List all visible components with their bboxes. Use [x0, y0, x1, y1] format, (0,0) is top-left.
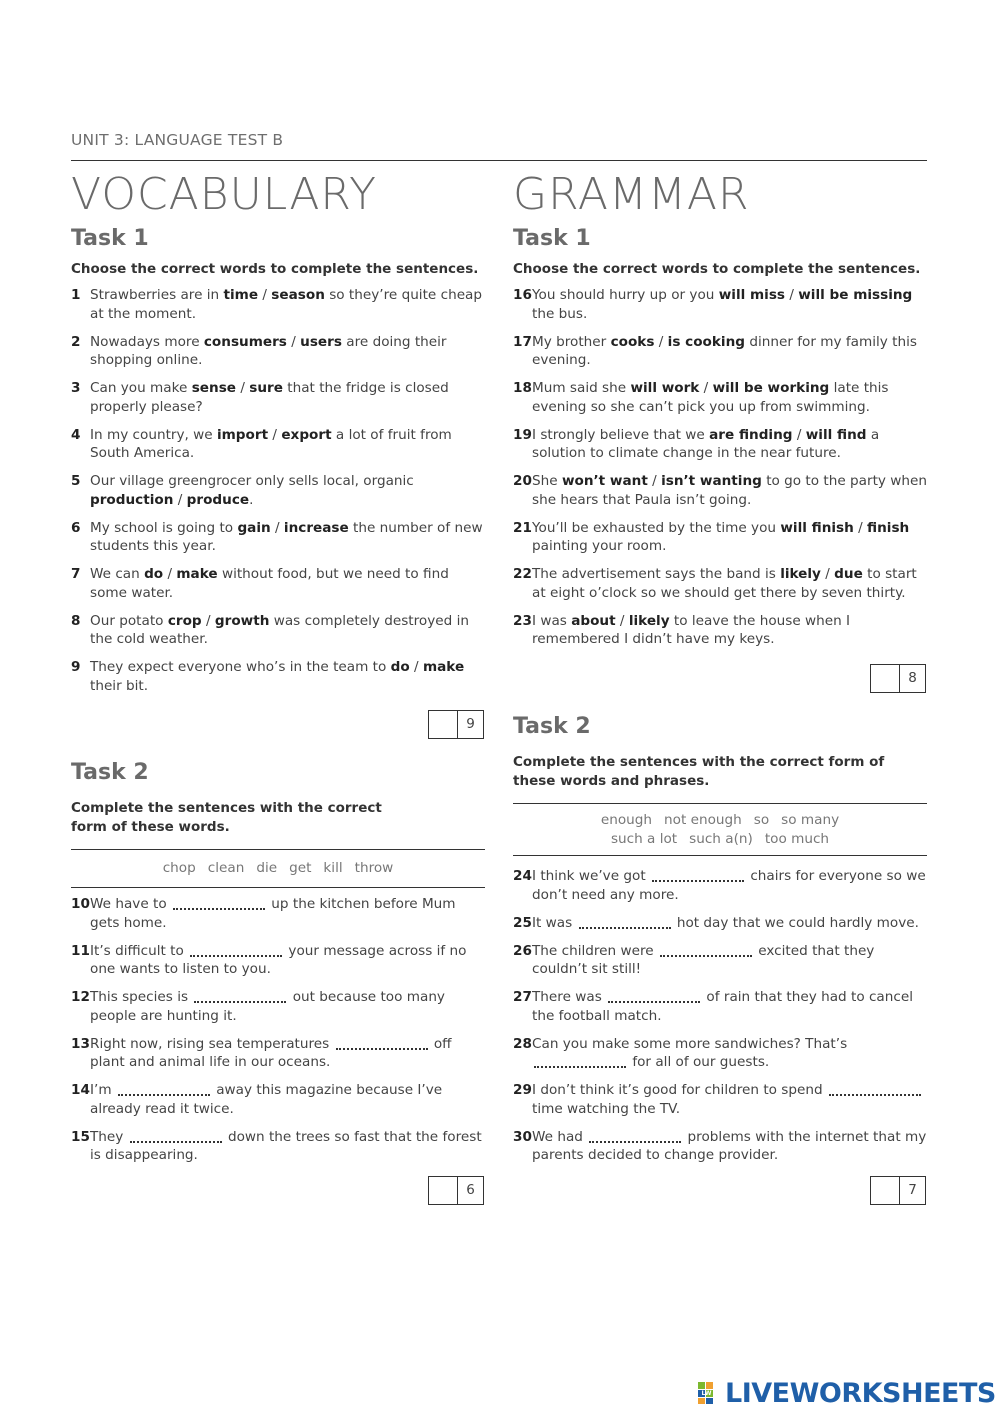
sentence-text: In my country, we: [90, 426, 217, 443]
sentence-text: /: [163, 566, 177, 582]
sentence-text: /: [286, 333, 301, 350]
vocab-task2-list: [71, 895, 485, 1165]
word-row: [513, 830, 927, 849]
vocab-task2-title: Task 2: [71, 760, 149, 785]
section-heading-grammar: GRAMMAR: [513, 169, 750, 220]
sentence-text: I strongly believe that we: [532, 426, 710, 443]
sentence-text: without food, but we need to find some water.: [90, 566, 449, 601]
question-item: [513, 286, 927, 323]
sentence-text: to go to the party when she hears that Paula isn’t going.: [532, 473, 927, 508]
word-option: chop: [162, 860, 196, 876]
word-option: get: [289, 860, 312, 876]
word-option: such a(n): [689, 831, 753, 847]
sentence-text: the number of new students this year.: [90, 519, 483, 554]
answer-option[interactable]: likely: [780, 566, 821, 582]
answer-option[interactable]: due: [834, 566, 863, 582]
sentence-text: /: [236, 380, 250, 396]
question-number: 2: [71, 333, 81, 350]
sentence-text: out because too many people are hunting it.: [90, 989, 445, 1024]
answer-blank[interactable]: [534, 1053, 626, 1068]
question-item: [513, 1081, 927, 1118]
answer-option[interactable]: crop: [167, 612, 202, 629]
score-entry-cell[interactable]: [871, 1177, 900, 1204]
answer-option[interactable]: is cooking: [667, 333, 745, 350]
sentence-text: Nowadays more: [90, 333, 204, 350]
sentence-text: a lot of fruit from South America.: [90, 426, 452, 461]
score-total: 9: [466, 716, 475, 732]
grammar-task1-list: [513, 286, 927, 649]
question-number: 16: [513, 287, 532, 303]
sentence-text: /: [699, 380, 713, 396]
answer-blank[interactable]: [194, 988, 286, 1003]
sentence-text: You should hurry up or you: [532, 287, 719, 303]
vocab-task1-instruction: Choose the correct words to complete the sentences.: [71, 261, 479, 277]
word-option: throw: [354, 860, 394, 876]
question-number: 14: [71, 1082, 90, 1098]
answer-option[interactable]: isn’t wanting: [661, 473, 762, 489]
sentence-text: /: [785, 287, 799, 303]
sentence-text: your message across if no one wants to listen to you.: [90, 942, 467, 977]
section-heading-vocabulary: VOCABULARY: [71, 169, 378, 220]
answer-option[interactable]: cooks: [610, 333, 655, 350]
word-option: kill: [323, 860, 343, 876]
question-number: 17: [513, 333, 532, 350]
question-number: 30: [513, 1128, 532, 1145]
sentence-text: away this magazine because I’ve already read it twice.: [90, 1082, 443, 1117]
question-item: [71, 1081, 485, 1118]
answer-option[interactable]: finish: [867, 519, 910, 536]
sentence-text: Strawberries are in: [90, 287, 224, 303]
question-number: 19: [513, 426, 532, 443]
grammar-column: [513, 168, 927, 1163]
sentence-text: late this evening so she can’t pick you up from swimming.: [532, 380, 889, 415]
question-number: 24: [513, 868, 532, 884]
word-option: such a lot: [610, 831, 678, 847]
sentence-text: I think we’ve got: [532, 868, 650, 884]
sentence-text: dinner for my family this evening.: [532, 333, 917, 368]
sentence-text: a solution to climate change in the near future.: [532, 426, 880, 461]
answer-option[interactable]: sure: [249, 380, 283, 396]
grammar-word-box: [513, 803, 927, 856]
sentence-text: /: [647, 473, 662, 489]
word-row: [513, 811, 927, 830]
question-item: [71, 565, 485, 602]
sentence-text: /: [258, 287, 272, 303]
sentence-text: The children were: [532, 942, 658, 959]
word-option: too much: [764, 831, 830, 847]
question-item: [71, 1035, 485, 1072]
vocabulary-column: [71, 168, 485, 1163]
question-item: [71, 1128, 485, 1165]
answer-option[interactable]: produce: [186, 491, 250, 508]
grammar-task2-title: Task 2: [513, 714, 591, 739]
question-item: [513, 472, 927, 509]
answer-option[interactable]: production: [90, 491, 174, 508]
grammar-task2-score-box: [870, 1176, 926, 1205]
question-number: 10: [71, 896, 90, 912]
question-number: 8: [71, 612, 81, 629]
sentence-text: The advertisement says the band is: [532, 566, 781, 582]
question-item: [71, 472, 485, 509]
liveworksheets-logo[interactable]: [697, 1378, 996, 1408]
answer-option[interactable]: will work: [630, 380, 700, 396]
score-entry-cell[interactable]: [429, 1177, 458, 1204]
sentence-text: /: [853, 519, 868, 536]
answer-option[interactable]: time: [223, 287, 259, 303]
answer-blank[interactable]: [130, 1128, 222, 1143]
sentence-text: We have to: [90, 896, 171, 912]
question-item: [71, 988, 485, 1025]
answer-option[interactable]: sense: [191, 380, 237, 396]
word-option: clean: [207, 860, 245, 876]
question-number: 5: [71, 473, 81, 489]
answer-option[interactable]: won’t want: [561, 473, 648, 489]
question-item: [71, 658, 485, 695]
word-option: enough: [600, 812, 653, 828]
grammar-task1-instruction: Choose the correct words to complete the sentences.: [513, 261, 921, 277]
answer-option[interactable]: likely: [628, 612, 670, 629]
question-item: [71, 895, 485, 932]
question-item: [513, 1128, 927, 1165]
question-number: 29: [513, 1082, 532, 1098]
question-number: 27: [513, 989, 532, 1005]
sentence-text: /: [270, 519, 284, 536]
question-item: [513, 1035, 927, 1072]
sentence-text: chairs for everyone so we don’t need any more.: [532, 868, 926, 903]
question-number: 12: [71, 989, 90, 1005]
sentence-text: hot day that we could hardly move.: [672, 914, 919, 931]
question-number: 4: [71, 426, 81, 443]
question-item: [513, 565, 927, 602]
sentence-text: I don’t think it’s good for children to spend: [532, 1082, 827, 1098]
question-item: [513, 333, 927, 370]
sentence-text: down the trees so fast that the forest is disappearing.: [90, 1128, 482, 1163]
grammar-task1-score-box: [870, 664, 926, 693]
question-item: [513, 379, 927, 416]
question-item: [513, 942, 927, 979]
answer-blank[interactable]: [660, 942, 752, 957]
question-item: [71, 426, 485, 463]
answer-blank[interactable]: [173, 895, 265, 910]
answer-option[interactable]: will miss: [718, 287, 786, 303]
answer-blank[interactable]: [190, 942, 282, 957]
question-item: [513, 914, 927, 933]
sentence-text: off plant and animal life in our oceans.: [90, 1035, 452, 1070]
sentence-text: for all of our guests.: [628, 1054, 770, 1070]
vocab-task2-score-box: [428, 1176, 484, 1205]
vocab-task1-title: Task 1: [71, 226, 149, 251]
vocab-task2-instruction: Complete the sentences with the correct form of these words.: [71, 800, 382, 835]
grammar-task2-instruction: Complete the sentences with the correct form of these words and phrases.: [513, 754, 885, 789]
sentence-text: Mum said she: [532, 380, 631, 396]
answer-blank[interactable]: [589, 1128, 681, 1143]
answer-option[interactable]: import: [216, 426, 269, 443]
answer-blank[interactable]: [336, 1035, 428, 1050]
sentence-text: to leave the house when I remembered I didn’t have my keys.: [532, 612, 851, 647]
question-number: 15: [71, 1128, 90, 1145]
sentence-text: Our village greengrocer only sells local, organic: [90, 473, 414, 489]
sentence-text: Right now, rising sea temperatures: [90, 1035, 334, 1052]
question-number: 9: [71, 659, 81, 675]
vocab-task1-score-box: [428, 710, 484, 739]
sentence-text: You’ll be exhausted by the time you: [532, 519, 781, 536]
answer-option[interactable]: will be working: [712, 380, 830, 396]
question-number: 21: [513, 519, 532, 536]
sentence-text: .: [249, 491, 254, 508]
question-item: [513, 426, 927, 463]
answer-blank[interactable]: [608, 988, 700, 1003]
answer-blank[interactable]: [652, 867, 744, 882]
sentence-text: /: [201, 612, 215, 629]
vocab-task1-list: [71, 286, 485, 695]
answer-option[interactable]: increase: [283, 519, 349, 536]
sentence-text: Can you make: [90, 380, 192, 396]
question-number: 18: [513, 380, 532, 396]
grammar-task1-title: Task 1: [513, 226, 591, 251]
sentence-text: /: [409, 659, 423, 675]
answer-option[interactable]: users: [300, 333, 342, 350]
word-option: die: [256, 860, 278, 876]
score-entry-cell[interactable]: [871, 665, 900, 692]
question-number: 23: [513, 612, 532, 629]
sentence-text: She: [532, 473, 562, 489]
question-number: 22: [513, 566, 532, 582]
question-item: [71, 942, 485, 979]
sentence-text: We had: [532, 1128, 588, 1145]
question-item: [71, 379, 485, 416]
sentence-text: so they’re quite cheap at the moment.: [90, 287, 483, 322]
sentence-text: the bus.: [532, 305, 588, 322]
sentence-text: problems with the internet that my parents decided to change provider.: [532, 1128, 927, 1163]
answer-blank[interactable]: [829, 1081, 921, 1096]
answer-option[interactable]: will be missing: [798, 287, 913, 303]
question-item: [513, 988, 927, 1025]
score-entry-cell[interactable]: [429, 711, 458, 738]
sentence-text: up the kitchen before Mum gets home.: [90, 896, 456, 931]
sentence-text: of rain that they had to cancel the football match.: [532, 989, 913, 1024]
sentence-text: My school is going to: [90, 519, 238, 536]
question-item: [513, 867, 927, 904]
question-item: [71, 286, 485, 323]
question-number: 3: [71, 380, 81, 396]
sentence-text: to start at eight o’clock so we should get there by seven thirty.: [532, 566, 917, 601]
question-number: 26: [513, 942, 532, 959]
sentence-text: I was: [532, 612, 572, 629]
sentence-text: It’s difficult to: [90, 942, 189, 959]
sentence-text: They: [90, 1128, 128, 1145]
question-number: 13: [71, 1035, 90, 1052]
sentence-text: Can you make some more sandwiches? That’s: [532, 1035, 848, 1052]
grammar-task2-list: [513, 867, 927, 1165]
sentence-text: their bit.: [90, 677, 149, 694]
word-option: so many: [781, 812, 840, 828]
sentence-text: /: [173, 491, 187, 508]
sentence-text: /: [820, 566, 835, 582]
sentence-text: was completely destroyed in the cold weather.: [90, 612, 469, 647]
question-number: 25: [513, 914, 532, 931]
answer-option[interactable]: do: [390, 659, 410, 675]
question-item: [71, 519, 485, 556]
answer-option[interactable]: gain: [237, 519, 271, 536]
sentence-text: /: [654, 333, 668, 350]
answer-option[interactable]: growth: [214, 612, 270, 629]
sentence-text: We can: [90, 566, 145, 582]
sentence-text: /: [615, 612, 629, 629]
question-number: 11: [71, 942, 90, 959]
sentence-text: I’m: [90, 1082, 116, 1098]
svg-text:LW: LW: [701, 1390, 712, 1397]
question-number: 28: [513, 1035, 532, 1052]
question-item: [71, 333, 485, 370]
sentence-text: Our potato: [90, 612, 168, 629]
answer-option[interactable]: are finding: [709, 426, 793, 443]
question-item: [71, 612, 485, 649]
sentence-text: There was: [532, 989, 607, 1005]
sentence-text: /: [792, 426, 806, 443]
sentence-text: /: [268, 426, 282, 443]
question-number: 6: [71, 519, 81, 536]
liveworksheets-logo-icon: [697, 1381, 723, 1405]
word-option: not enough: [664, 812, 742, 828]
unit-title: UNIT 3: LANGUAGE TEST B: [71, 131, 284, 149]
answer-option[interactable]: will finish: [780, 519, 854, 536]
answer-blank[interactable]: [579, 914, 671, 929]
answer-option[interactable]: will find: [805, 426, 867, 443]
sentence-text: My brother: [532, 333, 611, 350]
question-number: 1: [71, 287, 81, 303]
question-number: 7: [71, 566, 81, 582]
sentence-text: time watching the TV.: [532, 1100, 681, 1117]
answer-option[interactable]: season: [271, 287, 325, 303]
question-number: 20: [513, 473, 532, 489]
answer-option[interactable]: make: [176, 566, 218, 582]
sentence-text: are doing their shopping online.: [90, 333, 447, 368]
sentence-text: excited that they couldn’t sit still!: [532, 942, 875, 977]
vocab-word-box: [71, 849, 485, 888]
sentence-text: It was: [532, 914, 577, 931]
question-item: [513, 519, 927, 556]
word-option: so: [753, 812, 770, 828]
liveworksheets-logo-text: LIVEWORKSHEETS: [725, 1377, 996, 1409]
score-total: 6: [466, 1182, 475, 1198]
answer-blank[interactable]: [118, 1081, 210, 1096]
question-item: [513, 612, 927, 649]
sentence-text: that the fridge is closed properly please?: [90, 380, 449, 415]
sentence-text: This species is: [90, 989, 193, 1005]
answer-option[interactable]: export: [281, 426, 332, 443]
header-rule: [71, 160, 927, 161]
sentence-text: They expect everyone who’s in the team to: [90, 659, 391, 675]
answer-option[interactable]: do: [144, 566, 164, 582]
answer-option[interactable]: consumers: [203, 333, 287, 350]
score-total: 8: [908, 670, 917, 686]
sentence-text: painting your room.: [532, 538, 667, 554]
answer-option[interactable]: make: [422, 659, 465, 675]
answer-option[interactable]: about: [571, 612, 616, 629]
score-total: 7: [908, 1182, 917, 1198]
